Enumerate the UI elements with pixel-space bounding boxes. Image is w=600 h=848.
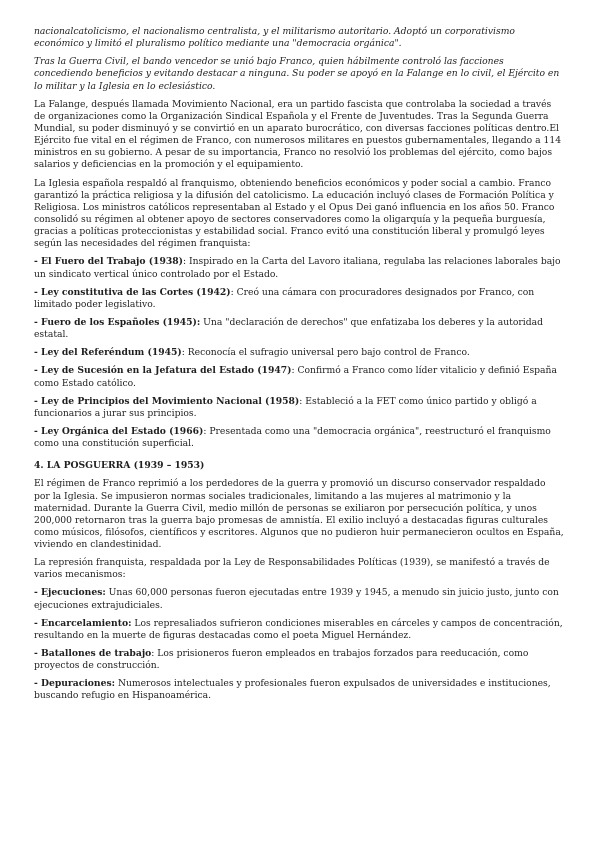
mechanism-title: - Ejecuciones: bbox=[34, 587, 106, 599]
mechanism-text: Los represaliados sufrieron condiciones miserables en cárceles y campos de concentración, resultando en la muerte de figuras destacadas como el poeta Miguel Hernández. bbox=[34, 617, 563, 641]
law-text: : Presentada como una "democracia orgánica", reestructuró el franquismo como una constitución superficial. bbox=[34, 425, 551, 450]
law-title: - Ley constitutiva de las Cortes (1942) bbox=[34, 286, 231, 298]
iglesia-paragraph: La Iglesia española respaldó al franquismo, obteniendo beneficios económicos y poder social a cambio. Franco garantizó la práctica religiosa y la difusión del catolicismo. La educación incluyó clases de Formación Política y Religiosa. Los ministros católicos representaban al Estado y el Opus Dei ganó influencia en los años 50. Franco consolidó su régimen al obtener apoyo de sectores conservadores como la oligarquía y la pequeña burguesía, gracias a políticas proteccionistas y estabilidad social. Franco evitó una constitución liberal y promulgó leyes según las necesidades del régimen franquista: bbox=[34, 177, 555, 250]
represion-paragraph: La represión franquista, respaldada por la Ley de Responsabilidades Políticas (1939), se manifestó a través de varios mecanismos: bbox=[34, 557, 550, 581]
mechanism-text: Unas 60,000 personas fueron ejecutadas entre 1939 y 1945, a menudo sin juicio justo, junto con ejecuciones extrajudiciales. bbox=[34, 587, 559, 611]
law-item bbox=[34, 347, 564, 359]
law-text: : Estableció a la FET como único partido y obligó a funcionarios a jurar sus principios. bbox=[34, 395, 537, 419]
law-item bbox=[34, 365, 564, 389]
mechanisms-list bbox=[34, 587, 564, 702]
mechanism-item bbox=[34, 678, 564, 702]
law-title: - El Fuero del Trabajo (1938) bbox=[34, 256, 183, 268]
mechanism-item bbox=[34, 618, 564, 642]
intro-paragraph-2: Tras la Guerra Civil, el bando vencedor se unió bajo Franco, quien hábilmente controló las facciones concediendo beneficios y evitando destacar a ninguna. Su poder se apoyó en la Falange en lo civil, el Ejército en lo militar y la Iglesia en lo eclesiástico. bbox=[34, 56, 560, 92]
law-item bbox=[34, 256, 564, 280]
falange-paragraph: La Falange, después llamada Movimiento Nacional, era un partido fascista que controlaba la sociedad a través de organizaciones como la Organización Sindical Española y el Frente de Juventudes. Tras la Segunda Guerra Mundial, su poder disminuyó y se convirtió en un aparato burocrático, con diversas facciones políticas dentro.El Ejército fue vital en el régimen de Franco, con numerosos militares en puestos gubernamentales, llegando a 114 ministros en su gobierno. A pesar de su importancia, Franco no resolvió los problemas del ejército, como bajos salarios y deficiencias en la promoción y el equipamiento. bbox=[34, 98, 562, 171]
law-text: : Confirmó a Franco como líder vitalicio y definió España como Estado católico. bbox=[34, 365, 557, 389]
law-title: - Fuero de los Españoles (1945): bbox=[34, 316, 201, 328]
law-text: : Inspirado en la Carta del Lavoro italiana, regulaba las relaciones laborales bajo un sindicato vertical único controlado por el Estado. bbox=[34, 256, 561, 280]
mechanism-title: - Depuraciones: bbox=[34, 678, 116, 690]
mechanism-item bbox=[34, 587, 564, 611]
mechanism-title: - Batallones de trabajo bbox=[34, 648, 152, 660]
law-item bbox=[34, 317, 564, 341]
law-item bbox=[34, 426, 564, 450]
law-title: - Ley del Referéndum (1945) bbox=[34, 347, 182, 359]
law-text: : Reconocía el sufragio universal pero bajo control de Franco. bbox=[181, 347, 470, 359]
intro-paragraph-1: nacionalcatolicismo, el nacionalismo centralista, y el militarismo autoritario. Adoptó un corporativismo económico y limitó el pluralismo político mediante una "democracia orgánica". bbox=[34, 26, 515, 50]
law-text: : Creó una cámara con procuradores designados por Franco, con limitado poder legislativo. bbox=[34, 286, 535, 310]
section-4-heading: 4. LA POSGUERRA (1939 – 1953) bbox=[34, 460, 205, 472]
laws-list bbox=[34, 256, 564, 450]
mechanism-item bbox=[34, 648, 564, 672]
law-item bbox=[34, 396, 564, 420]
law-title: - Ley de Sucesión en la Jefatura del Estado (1947) bbox=[34, 365, 292, 377]
law-item bbox=[34, 287, 564, 311]
mechanism-text: : Los prisioneros fueron empleados en trabajos forzados para reeducación, como proyectos de construcción. bbox=[34, 648, 529, 672]
law-title: - Ley Orgánica del Estado (1966) bbox=[34, 425, 204, 437]
law-title: - Ley de Principios del Movimiento Nacional (1958) bbox=[34, 395, 300, 407]
law-text: Una "declaración de derechos" que enfatizaba los deberes y la autoridad estatal. bbox=[34, 316, 543, 341]
posguerra-paragraph: El régimen de Franco reprimió a los perdedores de la guerra y promovió un discurso conservador respaldado por la Iglesia. Se impusieron normas sociales tradicionales, limitando a las mujeres al matrimonio y la maternidad. Durante la Guerra Civil, medio millón de personas se exiliaron por persecución política, y unos 200,000 retornaron tras la guerra bajo promesas de amnistía. El exilio incluyó a destacadas figuras culturales como músicos, filósofos, científicos y escritores. Algunos que no pudieron huir permanecieron ocultos en España, viviendo en clandestinidad. bbox=[34, 478, 564, 551]
mechanism-title: - Encarcelamiento: bbox=[34, 617, 132, 629]
mechanism-text: Numerosos intelectuales y profesionales fueron expulsados de universidades e instituciones, buscando refugio en Hispanoamérica. bbox=[34, 678, 551, 702]
